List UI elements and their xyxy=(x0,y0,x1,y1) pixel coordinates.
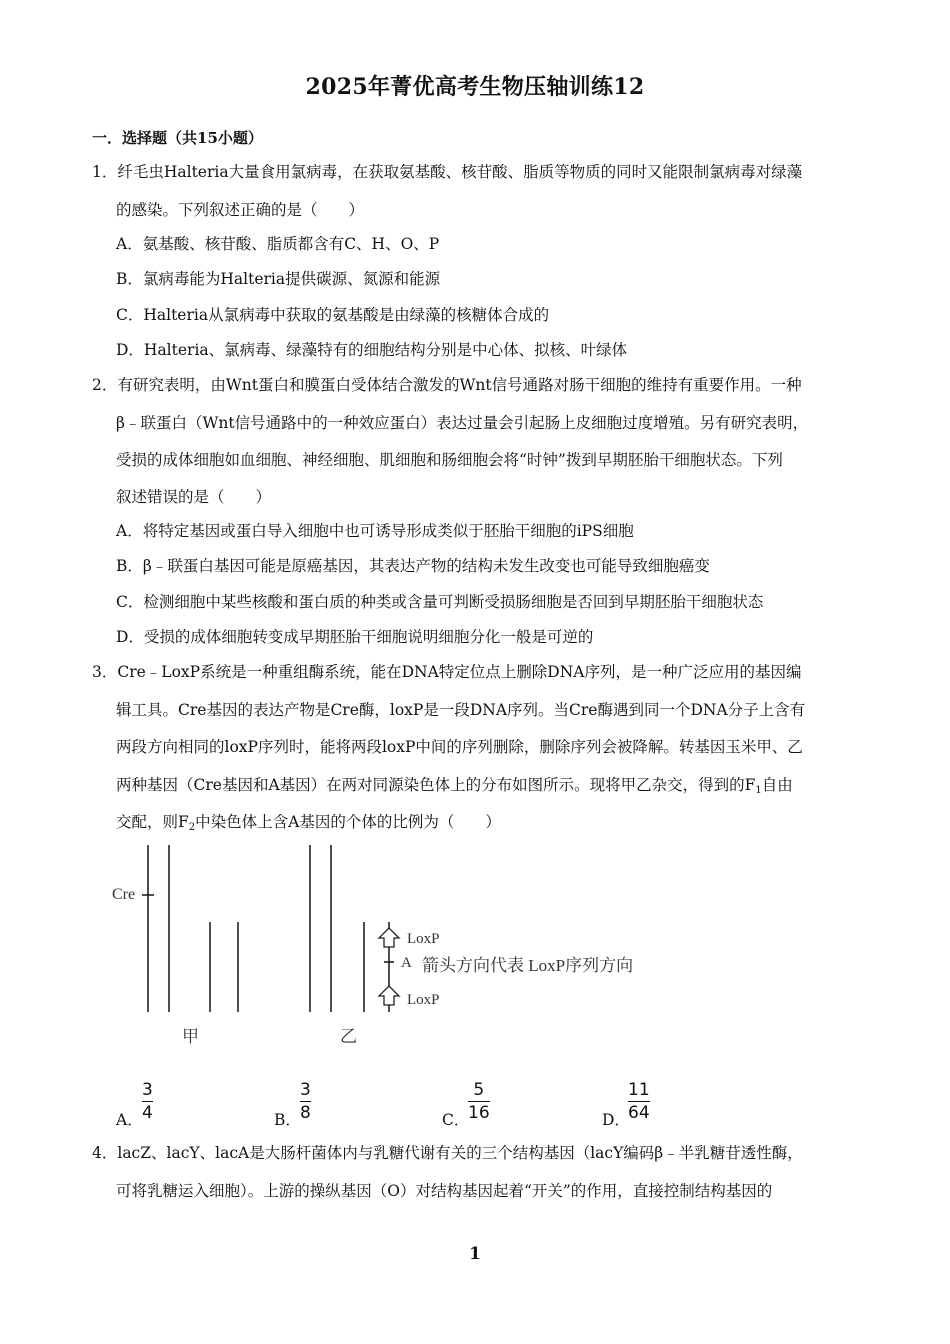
document-page: 2025年菁优高考生物压轴训练12 一．选择题（共15小题） 1．纤毛虫Halteria大量食用氯病毒，在获取氨基酸、核苷酸、脂质等物质的同时又能限制氯病毒对绿藻 的感染。下列叙述正确的是（ ） A．氨基酸、核苷酸、脂质都含有C、H、O、P B．氯病毒能为Halteria提供碳源、氮源和能源 C．Halteria从氯病毒中获取的氨基酸是由绿藻的核糖体合成的 D．Halteria、氯病毒、绿藻特有的细胞结构分别是中心体、拟核、叶绿体 2．有研究表明，由Wnt蛋白和膜蛋白受体结合激发的Wnt信号通路对肠干细胞的维持有重要作用。一种 β﹣联蛋白（Wnt信号通路中的一种效应蛋白）表达过量会引起肠上皮细胞过度增殖。另有研究表明， 受损的成体细胞如血细胞、神经细胞、肌细胞和肠细胞会将“时钟”拨到早期胚胎干细胞状态。下列 叙述错误的是（ ） A．将特定基因或蛋白导入细胞中也可诱导形成类似于胚胎干细胞的iPS细胞 B．β﹣联蛋白基因可能是原癌基因，其表达产物的结构未发生改变也可能导致细胞癌变 C．检测细胞中某些核酸和蛋白质的种类或含量可判断受损肠细胞是否回到早期胚胎干细胞状态 D．受损的成体细胞转变成早期胚胎干细胞说明细胞分化一般是可逆的 3．Cre﹣LoxP系统是一种重组酶系统，能在DNA特定位点上删除DNA序列，是一种广泛应用的基因编 辑工具。Cre基因的表达产物是Cre酶，loxP是一段DNA序列。当Cre酶遇到同一个DNA分子上含有 两段方向相同的loxP序列时，能将两段loxP中间的序列删除，删除序列会被降解。转基因玉米甲、乙 两种基因（Cre基因和A基因）在两对同源染色体上的分布如图所示。现将甲乙杂交，得到的$F_1$自由 交配，则$F_2$中染色体上含A基因的个体的比例为（ ） Cre LoxP A 箭头方向代表 LoxP序列方向 LoxP 甲 乙 A． 3 4 B． 3 8 C． 5 16 D． 11 64 4．lacZ、lacY、lacA是大肠杆菌体内与乳糖代谢有关的三个结构基因（lacY编码β﹣半乳糖苷透性酶， 可将乳糖运入细胞）。上游的操纵基因（O）对结构基因起着“开关”的作用，直接控制结构基因的 1 xyxy=(0,0,950,1344)
q2-stem-line4: 叙述错误的是（ ） xyxy=(116,488,272,506)
q4-stem-line1: 4．lacZ、lacY、lacA是大肠杆菌体内与乳糖代谢有关的三个结构基因（lacY编码β﹣半乳糖苷透性酶， xyxy=(92,1144,803,1162)
q2-option-b: B．β﹣联蛋白基因可能是原癌基因，其表达产物的结构未发生改变也可能导致细胞癌变 xyxy=(116,557,710,575)
q3-stem-line5: 交配，则$F_2$中染色体上含A基因的个体的比例为（ ） xyxy=(116,813,501,833)
q1-option-c: C．Halteria从氯病毒中获取的氨基酸是由绿藻的核糖体合成的 xyxy=(116,306,550,324)
yi-label: 乙 xyxy=(340,1027,357,1046)
q1-stem-line1: 1．纤毛虫Halteria大量食用氯病毒，在获取氨基酸、核苷酸、脂质等物质的同时又能限制氯病毒对绿藻 xyxy=(92,163,803,181)
q4-stem-line2: 可将乳糖运入细胞）。上游的操纵基因（O）对结构基因起着“开关”的作用，直接控制结构基因的 xyxy=(116,1182,773,1200)
loxp-top-arrow-icon xyxy=(379,928,399,947)
q1-option-d: D．Halteria、氯病毒、绿藻特有的细胞结构分别是中心体、拟核、叶绿体 xyxy=(116,341,628,359)
q2-stem-line3: 受损的成体细胞如血细胞、神经细胞、肌细胞和肠细胞会将“时钟”拨到早期胚胎干细胞状态。下列 xyxy=(116,451,783,469)
loxp-bottom-label: LoxP xyxy=(407,992,440,1008)
q3-stem-line3: 两段方向相同的loxP序列时，能将两段loxP中间的序列删除，删除序列会被降解。转基因玉米甲、乙 xyxy=(116,738,803,756)
q2-option-c: C．检测细胞中某些核酸和蛋白质的种类或含量可判断受损肠细胞是否回到早期胚胎干细胞状态 xyxy=(116,593,764,611)
page-number: 1 xyxy=(469,1244,481,1264)
jia-label: 甲 xyxy=(182,1027,199,1046)
q2-option-a: A．将特定基因或蛋白导入细胞中也可诱导形成类似于胚胎干细胞的iPS细胞 xyxy=(116,522,634,540)
a-gene-label: A xyxy=(401,955,412,971)
loxp-top-label: LoxP xyxy=(407,931,440,947)
q1-stem-line2: 的感染。下列叙述正确的是（ ） xyxy=(116,201,365,219)
fraction: 5 16 xyxy=(468,1080,490,1123)
cre-label: Cre xyxy=(112,886,136,903)
q3-stem-line4: 两种基因（Cre基因和A基因）在两对同源染色体上的分布如图所示。现将甲乙杂交，得到的$F_1$自由 xyxy=(116,776,793,796)
section-heading: 一．选择题（共15小题） xyxy=(92,129,263,147)
fraction: 11 64 xyxy=(628,1080,650,1123)
page-title: 2025年菁优高考生物压轴训练12 xyxy=(305,74,645,100)
q2-stem-line2: β﹣联蛋白（Wnt信号通路中的一种效应蛋白）表达过量会引起肠上皮细胞过度增殖。另有研究表明， xyxy=(116,414,809,432)
q1-option-a: A．氨基酸、核苷酸、脂质都含有C、H、O、P xyxy=(116,235,440,253)
q3-stem-line1: 3．Cre﹣LoxP系统是一种重组酶系统，能在DNA特定位点上删除DNA序列，是一种广泛应用的基因编 xyxy=(92,663,802,681)
q2-stem-line1: 2．有研究表明，由Wnt蛋白和膜蛋白受体结合激发的Wnt信号通路对肠干细胞的维持有重要作用。一种 xyxy=(92,376,802,394)
fraction: 3 8 xyxy=(300,1080,311,1123)
q2-option-d: D．受损的成体细胞转变成早期胚胎干细胞说明细胞分化一般是可逆的 xyxy=(116,628,594,646)
q1-option-b: B．氯病毒能为Halteria提供碳源、氮源和能源 xyxy=(116,270,441,288)
loxp-bottom-arrow-icon xyxy=(379,986,399,1005)
chromosome-diagram xyxy=(108,840,668,1055)
fraction: 3 4 xyxy=(142,1080,153,1123)
q3-stem-line2: 辑工具。Cre基因的表达产物是Cre酶，loxP是一段DNA序列。当Cre酶遇到同一个DNA分子上含有 xyxy=(116,701,806,719)
diagram-note: 箭头方向代表 LoxP序列方向 xyxy=(422,956,634,975)
